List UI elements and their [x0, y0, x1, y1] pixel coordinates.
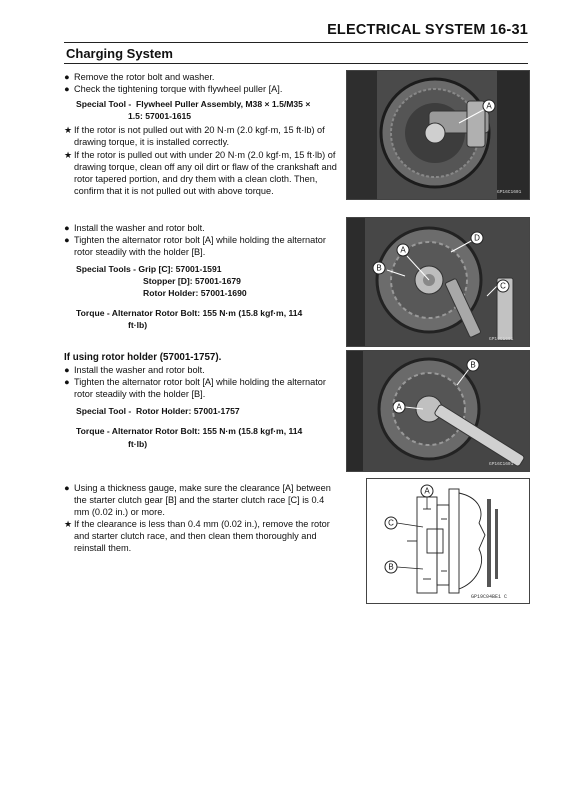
note-item: ★ If the rotor is pulled out with under 20 N·m (2.0 kgf·m, 15 ft·lb) of drawing torque, clean off any oil dirt or flaw of the crankshaft and rotor tapered portion, and dry them with a clean cloth. Then, confirm that it is not pulled out with above torque. [64, 149, 337, 196]
figure-flywheel-puller [346, 70, 530, 200]
list-item: ● Remove the rotor bolt and washer. [64, 72, 215, 82]
page-header-title: ELECTRICAL SYSTEM 16-31 [327, 22, 528, 38]
callout-d-label: D [474, 233, 480, 243]
callout-b-label: B [470, 360, 476, 370]
list-item: ● Using a thickness gauge, make sure the clearance [A] between the starter clutch gear [B] and the starter clutch race [C] is 0.4 mm (0.02 in.) or more. [64, 483, 331, 518]
figure-code: GP16C1601 [489, 462, 514, 467]
subheading: If using rotor holder (57001-1757). [64, 352, 222, 363]
figure-clearance-diagram [366, 478, 530, 604]
callout-b-label: B [376, 263, 382, 273]
procedure-block-3 [64, 352, 340, 452]
procedure-block-4 [64, 482, 340, 555]
figure-code: GP16C1601 [497, 190, 522, 195]
torque-spec: Torque - Alternator Rotor Bolt: 155 N·m (15.8 kgf·m, 114 ft·lb) [76, 307, 303, 330]
list-item: ● Tighten the alternator rotor bolt [A] while holding the alternator rotor steadily with the holder [B]. [64, 377, 326, 400]
callout-c-label: C [388, 518, 394, 528]
callout-a-label: A [400, 245, 406, 255]
section-rule [64, 63, 528, 64]
special-tools: Special Tools - Grip [C]: 57001-1591 Stopper [D]: 57001-1679 Rotor Holder: 57001-1690 [76, 264, 247, 299]
list-item: ● Install the washer and rotor bolt. [64, 365, 205, 376]
callout-a-label: A [486, 101, 492, 111]
header-rule [64, 42, 528, 43]
callout-c-label: C [500, 281, 506, 291]
figure-code: GP19C04BE1 C [471, 594, 508, 600]
note-item: ★ If the rotor is not pulled out with 20 N·m (2.0 kgf·m, 15 ft·lb) of drawing torque, it is installed correctly. [64, 125, 325, 148]
figure-rotor-holder [346, 350, 530, 472]
section-title: Charging System [66, 46, 173, 61]
procedure-block-1 [64, 71, 340, 197]
figure-rotor-holder-grip [346, 217, 530, 347]
callout-a-label: A [396, 402, 402, 412]
callout-a-label: A [424, 486, 430, 496]
list-item: ● Install the washer and rotor bolt. [64, 223, 205, 233]
note-item: ★ If the clearance is less than 0.4 mm (0.02 in.), remove the rotor and starter clutch race, and then clean them thoroughly and reinstall them. [64, 519, 330, 554]
procedure-block-2 [64, 222, 340, 333]
list-item: ● Check the tightening torque with flywheel puller [A]. [64, 84, 283, 95]
torque-spec: Torque - Alternator Rotor Bolt: 155 N·m (15.8 kgf·m, 114 ft·lb) [76, 426, 303, 449]
list-item: ● Tighten the alternator rotor bolt [A] while holding the alternator rotor steadily with the holder [B]. [64, 235, 326, 258]
figure-code: GP16C1601 [489, 337, 514, 342]
special-tool: Special Tool - Flywheel Puller Assembly, M38 × 1.5/M35 × 1.5: 57001-1615 [76, 99, 311, 122]
callout-b-label: B [388, 562, 394, 572]
special-tool: Special Tool - Rotor Holder: 57001-1757 [76, 406, 240, 417]
